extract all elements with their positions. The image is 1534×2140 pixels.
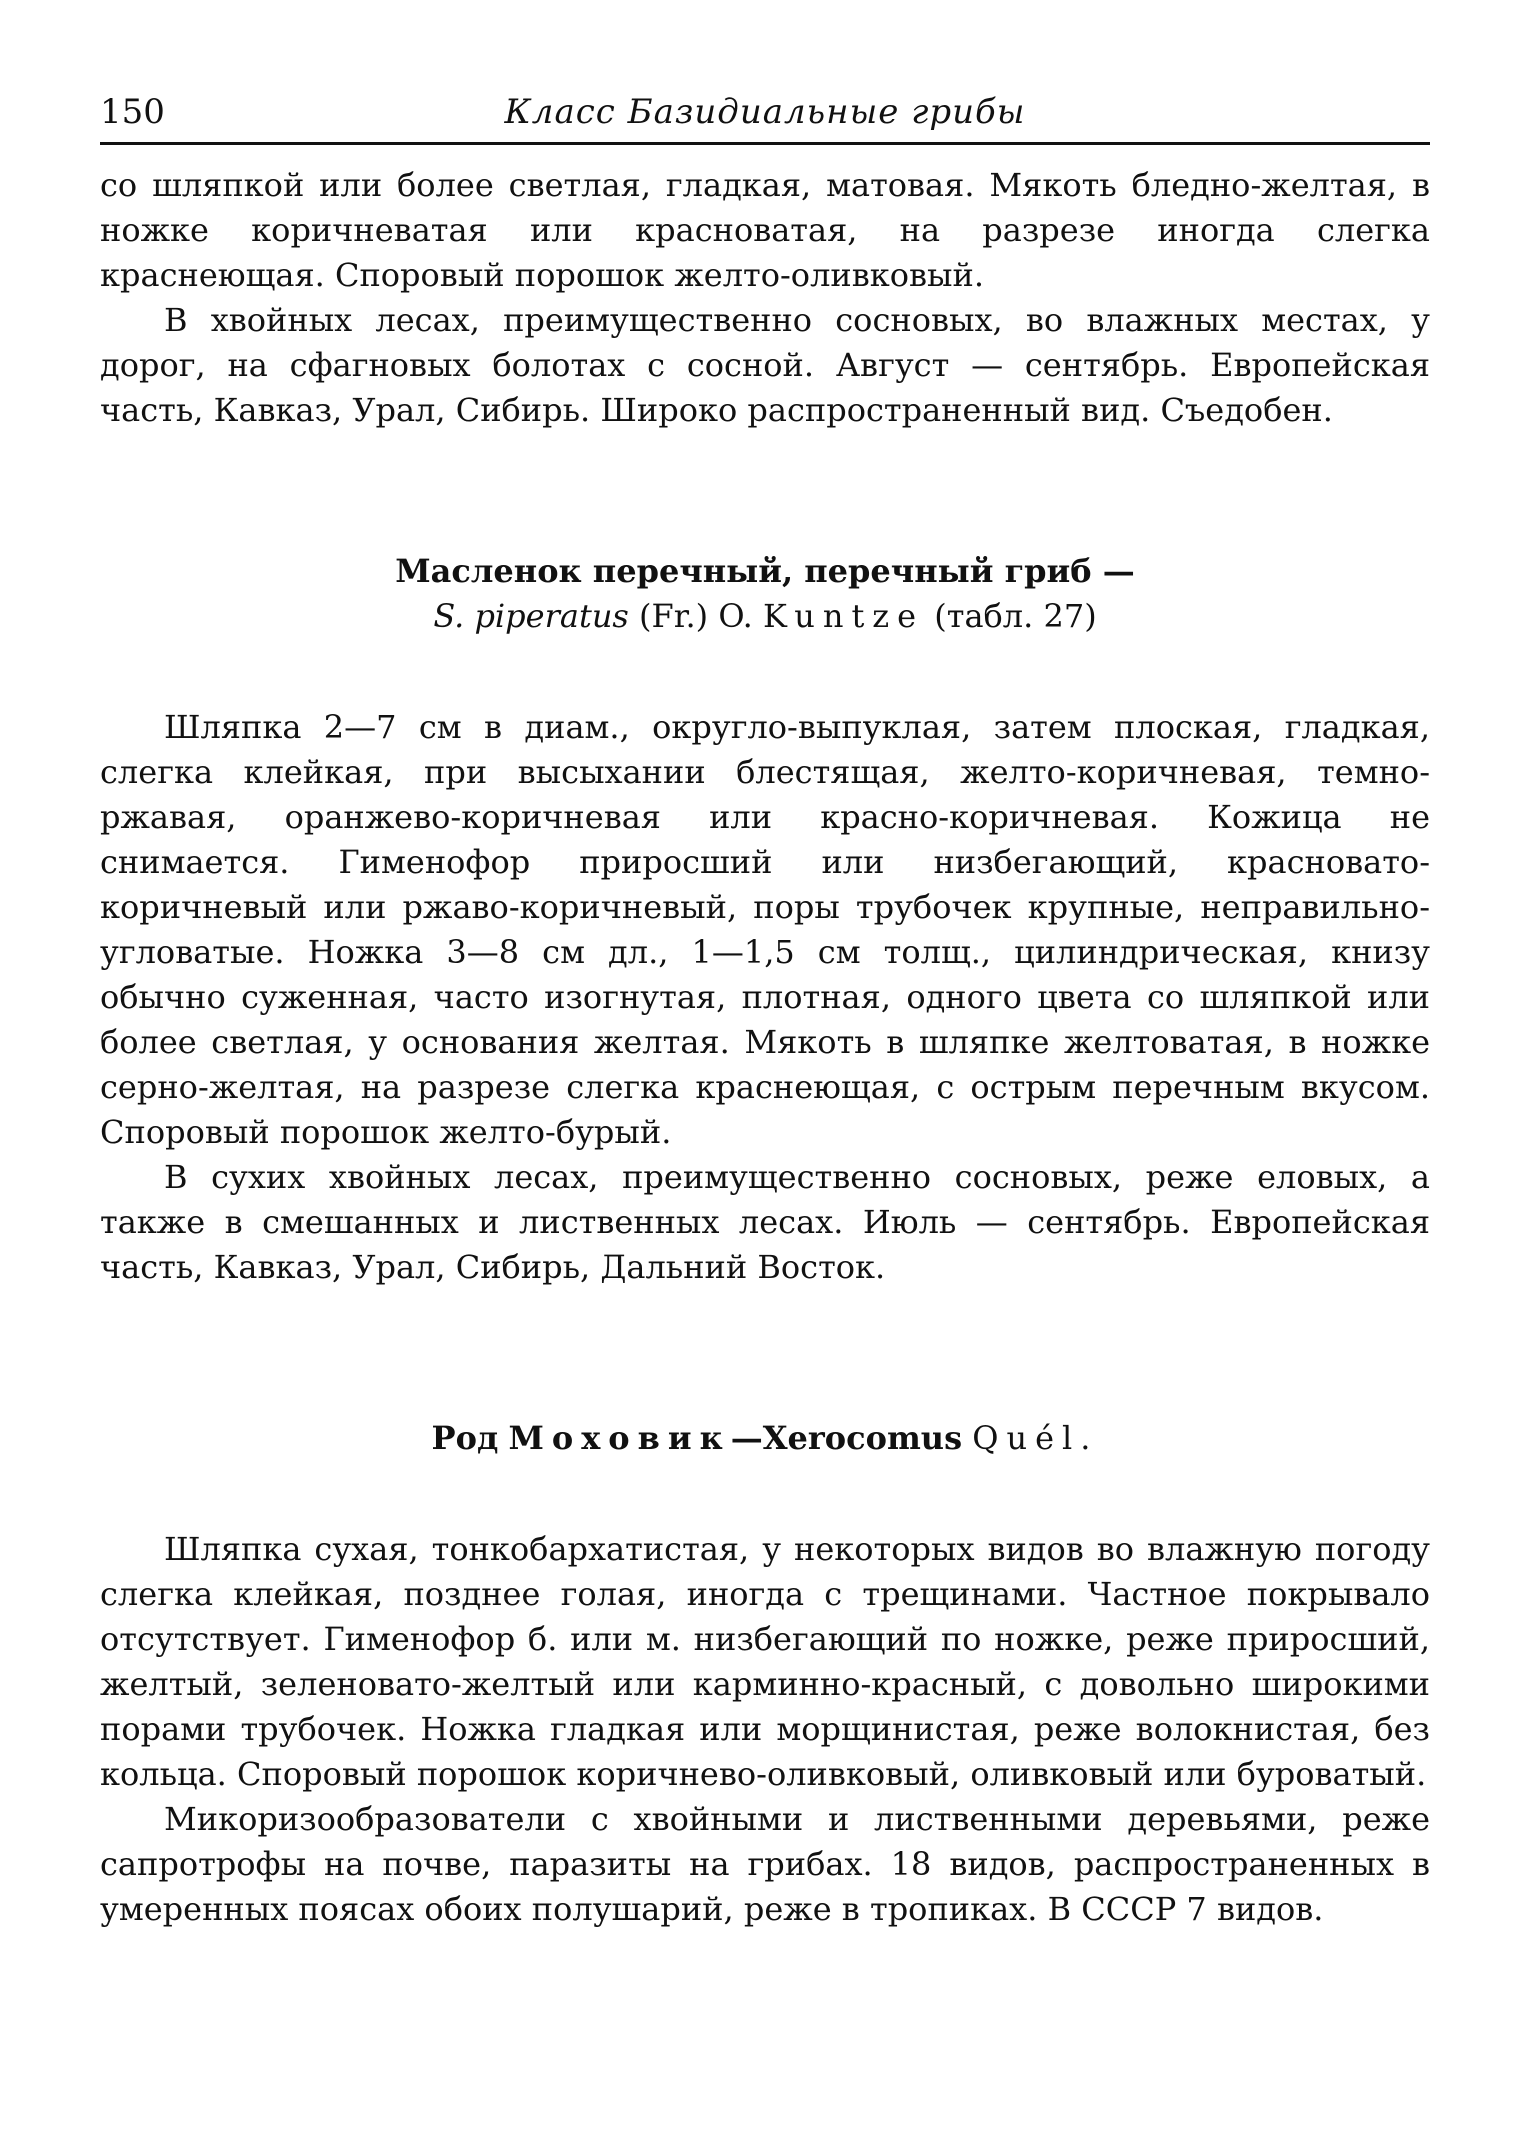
species-author-o: O. [718, 597, 753, 635]
species-latin-name: S. piperatus [433, 597, 629, 635]
genus-ecology: Микоризообразователи с хвойными и лиственными деревьями, реже сапротрофы на почве, паразиты на грибах. 18 видов, распространенных в умеренных поясах обоих полушарий, реже в тропиках. В СССР 7 видов. [100, 1800, 1430, 1928]
running-header [100, 92, 1430, 145]
genus-author: Quél. [972, 1419, 1099, 1457]
species-author-kuntze: Kuntze [763, 597, 925, 635]
genus-dash: — [730, 1419, 763, 1457]
species-habitat: В сухих хвойных лесах, преимущественно сосновых, реже еловых, а также в смешанных и лиственных лесах. Июль — сентябрь. Европейская часть, Кавказ, Урал, Сибирь, Дальний Восток. [100, 1158, 1430, 1286]
paragraph-continued: со шляпкой или более светлая, гладкая, матовая. Мякоть бледно-желтая, в ножке коричневатая или красноватая, на разрезе иногда слегка краснеющая. Споровый порошок желто-оливковый. [100, 166, 1430, 294]
genus-description: Шляпка сухая, тонкобархатистая, у некоторых видов во влажную погоду слегка клейкая, позднее голая, иногда с трещинами. Частное покрывало отсутствует. Гименофор б. или м. низбегающий по ножке, реже приросший, желтый, зеленовато-желтый или карминно-красный, с довольно широкими порами трубочек. Ножка гладкая или морщинистая, реже волокнистая, без кольца. Споровый порошок коричнево-оливковый, оливковый или буроватый. [100, 1530, 1430, 1793]
species-description: Шляпка 2—7 см в диам., округло-выпуклая, затем плоская, гладкая, слегка клейкая, при высыхании блестящая, желто-коричневая, темно-ржавая, оранжево-коричневая или красно-коричневая. Кожица не снимается. Гименофор приросший или низбегающий, красновато-коричневый или ржаво-коричневый, поры трубочек крупные, неправильно-угловатые. Ножка 3—8 см дл., 1—1,5 см толщ., цилиндрическая, книзу обычно суженная, часто изогнутая, плотная, одного цвета со шляпкой или более светлая, у основания желтая. Мякоть в шляпке желтоватая, в ножке серно-желтая, на разрезе слегка краснеющая, с острым перечным вкусом. Споровый порошок желто-бурый. [100, 708, 1430, 1151]
species-scientific-line [100, 594, 1430, 639]
genus-name-ru: Моховик [508, 1419, 731, 1457]
book-page [100, 92, 1430, 1932]
paragraph-habitat: В хвойных лесах, преимущественно сосновых, во влажных местах, у дорог, на сфагновых болотах с сосной. Август — сентябрь. Европейская часть, Кавказ, Урал, Сибирь. Широко распространенный вид. Съедобен. [100, 301, 1430, 429]
page-number: 150 [100, 92, 165, 132]
species-heading [100, 549, 1430, 639]
genus-rod-label: Род [431, 1419, 499, 1457]
species-plate-ref: (табл. 27) [934, 597, 1097, 635]
genus-name-latin: Xerocomus [762, 1419, 963, 1457]
running-title: Класс Базидиальные грибы [504, 92, 1026, 132]
species-author-fr: (Fr.) [639, 597, 709, 635]
genus-heading [100, 1416, 1430, 1461]
species-common-name: Масленок перечный, перечный гриб — [395, 552, 1135, 590]
